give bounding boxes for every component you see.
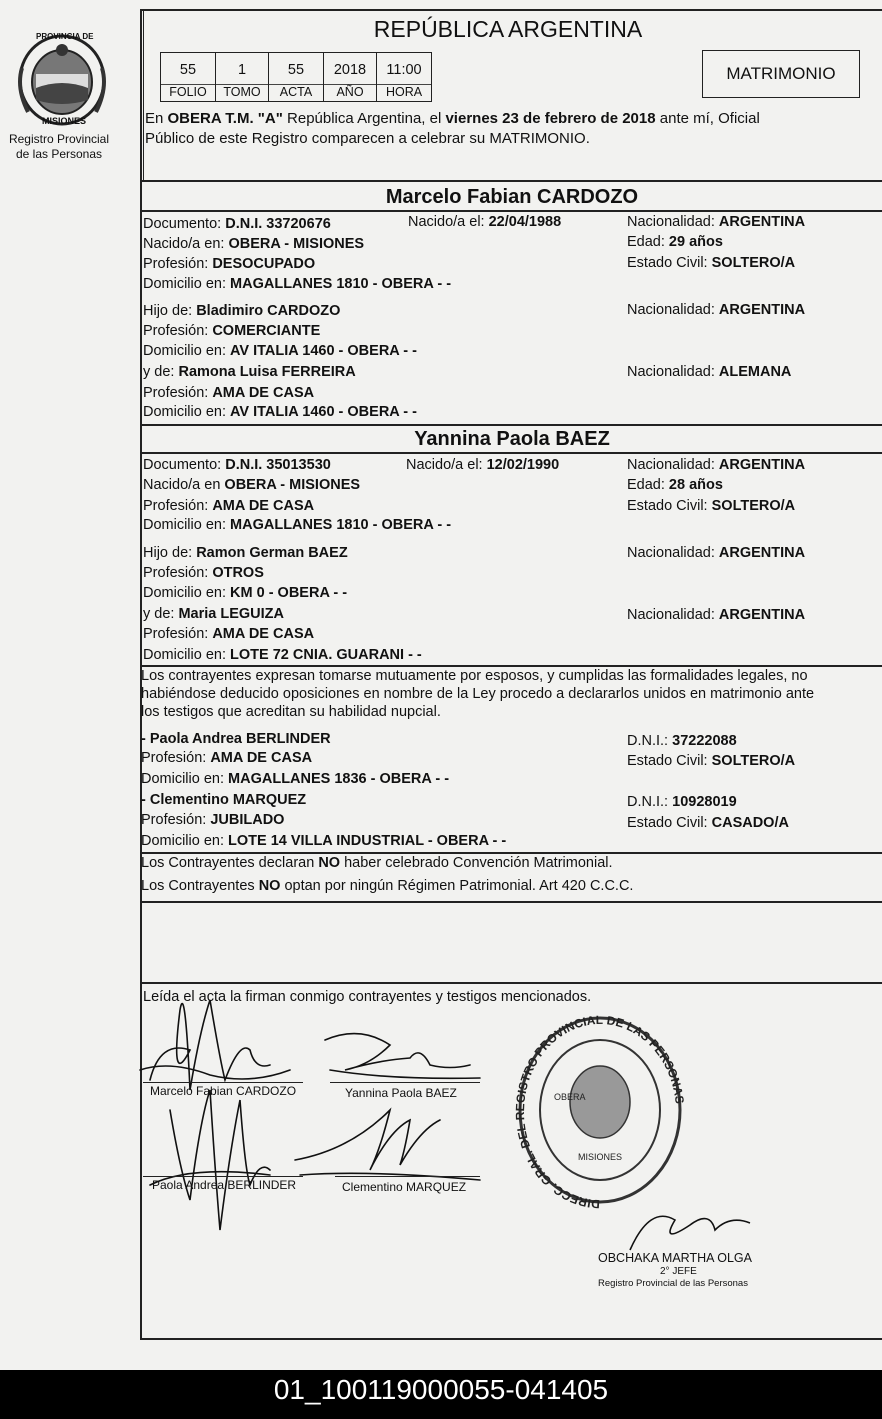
- frame-top: [140, 9, 882, 11]
- witness1-dni: D.N.I.: 37222088: [627, 733, 737, 749]
- official-org: Registro Provincial de las Personas: [598, 1278, 748, 1289]
- signature-label-spouse2: Yannina Paola BAEZ: [345, 1086, 457, 1100]
- sig-line-1: [143, 1082, 303, 1083]
- declaration-line-2: habiéndose deducido oposiciones en nombre de la Ley procedo a declararlos unidos en matrimonio ante: [141, 686, 815, 702]
- spouse1-father-address: Domicilio en: AV ITALIA 1460 - OBERA - -: [143, 343, 417, 359]
- misiones-seal-icon: [14, 28, 110, 128]
- spouse2-document: Documento: D.N.I. 35013530: [143, 457, 331, 473]
- hora-value: 11:00: [386, 62, 422, 78]
- intro-line-1: En OBERA T.M. "A" República Argentina, el viernes 23 de febrero de 2018 ante mí, Oficial: [145, 110, 760, 127]
- spouse2-age: Edad: 28 años: [627, 477, 723, 493]
- divider-blank: [140, 901, 882, 903]
- spouse1-mother-profession: Profesión: AMA DE CASA: [143, 385, 315, 401]
- acta-label: ACTA: [279, 85, 313, 99]
- divider-spouse1-name: [140, 210, 882, 212]
- seal-text-top: PROVINCIA DE: [36, 32, 94, 41]
- signature-stroke-3: [325, 1034, 470, 1070]
- intro-line-2: Público de este Registro comparecen a celebrar su MATRIMONIO.: [145, 130, 590, 147]
- official-title: 2° JEFE: [660, 1266, 697, 1277]
- witness1-address: Domicilio en: MAGALLANES 1836 - OBERA - -: [141, 771, 450, 787]
- spouse2-nationality: Nacionalidad: ARGENTINA: [627, 457, 806, 473]
- stamp-ring-text: DIRECC. GRAL. DEL REGISTRO PROVINCIAL DE LAS PERSONAS: [512, 1012, 687, 1210]
- doc-type-label: MATRIMONIO: [726, 64, 836, 83]
- spouse2-mother: y de: Maria LEGUIZA: [143, 606, 285, 622]
- spouse1-birthplace: Nacido/a en: OBERA - MISIONES: [143, 236, 365, 252]
- divider-spouse2: [140, 424, 882, 426]
- registry-logo: [14, 28, 110, 128]
- witness2-dni: D.N.I.: 10928019: [627, 794, 737, 810]
- spouse2-profession: Profesión: AMA DE CASA: [143, 498, 315, 514]
- signature-label-spouse1: Marcelo Fabian CARDOZO: [150, 1084, 297, 1098]
- spouse1-mother-address: Domicilio en: AV ITALIA 1460 - OBERA - -: [143, 404, 417, 420]
- stamp-inner-top: OBERA: [554, 1092, 586, 1102]
- spouse1-age: Edad: 29 años: [627, 234, 723, 250]
- spouse2-civil-status: Estado Civil: SOLTERO/A: [627, 498, 796, 514]
- document-title: REPÚBLICA ARGENTINA: [373, 16, 643, 42]
- spouse1-nationality: Nacionalidad: ARGENTINA: [627, 214, 806, 230]
- spouse2-father-nationality: Nacionalidad: ARGENTINA: [627, 545, 806, 561]
- spouse2-address: Domicilio en: MAGALLANES 1810 - OBERA - -: [143, 517, 452, 533]
- anio-label: AÑO: [336, 85, 364, 99]
- sig-line-4: [335, 1176, 480, 1177]
- witness2-civil-status: Estado Civil: CASADO/A: [627, 815, 789, 831]
- signature-stroke-1: [150, 1000, 270, 1090]
- divider-convention: [140, 852, 882, 854]
- witness1-name: - Paola Andrea BERLINDER: [141, 731, 331, 747]
- sig-line-2: [330, 1082, 480, 1083]
- registry-stamp-icon: [510, 1010, 690, 1210]
- spouse1-father-profession: Profesión: COMERCIANTE: [143, 323, 321, 339]
- signature-label-witness1: Paola Andrea BERLINDER: [152, 1178, 297, 1192]
- spouse1-father-nationality: Nacionalidad: ARGENTINA: [627, 302, 806, 318]
- hora-label: HORA: [385, 85, 423, 99]
- ceremony-place: OBERA T.M. "A": [167, 110, 283, 127]
- signature-stroke-4: [330, 1070, 480, 1078]
- tomo-value: 1: [237, 62, 247, 78]
- closing-text: Leída el acta la firman conmigo contrayentes y testigos mencionados.: [143, 989, 592, 1005]
- folio-label: FOLIO: [169, 85, 207, 99]
- spouse1-mother: y de: Ramona Luisa FERREIRA: [143, 364, 356, 380]
- convention-line-2: Los Contrayentes NO optan por ningún Régimen Patrimonial. Art 420 C.C.C.: [141, 878, 634, 894]
- signature-stroke-2: [140, 1066, 290, 1079]
- witness2-address: Domicilio en: LOTE 14 VILLA INDUSTRIAL - OBERA - -: [141, 833, 507, 849]
- spouse2-father: Hijo de: Ramon German BAEZ: [143, 545, 348, 561]
- declaration-line-1: Los contrayentes expresan tomarse mutuamente por esposos, y cumplidas las formalidades legales, no: [141, 668, 808, 684]
- anio-value: 2018: [333, 62, 367, 78]
- spouse1-civil-status: Estado Civil: SOLTERO/A: [627, 255, 796, 271]
- spouse2-mother-profession: Profesión: AMA DE CASA: [143, 626, 315, 642]
- spouse1-name: Marcelo Fabian CARDOZO: [385, 186, 639, 208]
- spouse1-document: Documento: D.N.I. 33720676: [143, 216, 331, 232]
- official-name: OBCHAKA MARTHA OLGA: [598, 1251, 752, 1265]
- signature-marks: [130, 970, 510, 1250]
- spouse1-profession: Profesión: DESOCUPADO: [143, 256, 316, 272]
- divider-header: [140, 180, 882, 182]
- sig-line-3: [143, 1176, 303, 1177]
- spouse2-mother-address: Domicilio en: LOTE 72 CNIA. GUARANI - -: [143, 647, 422, 663]
- seal-text-bottom: MISIONES: [42, 116, 87, 126]
- witness1-profession: Profesión: AMA DE CASA: [141, 750, 313, 766]
- spouse2-father-address: Domicilio en: KM 0 - OBERA - -: [143, 585, 348, 601]
- witness1-civil-status: Estado Civil: SOLTERO/A: [627, 753, 796, 769]
- divider-declaration: [140, 665, 882, 667]
- folio-value: 55: [179, 62, 197, 78]
- spouse2-birthdate: Nacido/a el: 12/02/1990: [406, 457, 560, 473]
- ceremony-date: viernes 23 de febrero de 2018: [445, 110, 656, 127]
- document-id-bar: 01_100119000055-041405: [0, 1370, 882, 1419]
- spouse1-birthdate: Nacido/a el: 22/04/1988: [408, 214, 562, 230]
- spouse2-birthplace: Nacido/a en OBERA - MISIONES: [143, 477, 361, 493]
- registry-caption-2: de las Personas: [15, 147, 103, 161]
- tomo-label: TOMO: [223, 85, 261, 99]
- frame-bottom: [140, 1338, 882, 1340]
- declaration-line-3: los testigos que acreditan su habilidad nupcial.: [141, 704, 441, 720]
- acta-value: 55: [287, 62, 305, 78]
- stamp-inner-bottom: MISIONES: [578, 1152, 623, 1162]
- spouse1-address: Domicilio en: MAGALLANES 1810 - OBERA - -: [143, 276, 452, 292]
- signature-stroke-5: [170, 1090, 270, 1230]
- witness2-profession: Profesión: JUBILADO: [141, 812, 285, 828]
- spouse1-mother-nationality: Nacionalidad: ALEMANA: [627, 364, 792, 380]
- divider-spouse2-name: [140, 452, 882, 454]
- convention-line-1: Los Contrayentes declaran NO haber celebrado Convención Matrimonial.: [141, 855, 613, 871]
- signature-label-witness2: Clementino MARQUEZ: [342, 1180, 467, 1194]
- witness2-name: - Clementino MARQUEZ: [141, 792, 307, 808]
- spouse2-mother-nationality: Nacionalidad: ARGENTINA: [627, 607, 806, 623]
- spouse2-father-profession: Profesión: OTROS: [143, 565, 264, 581]
- spouse1-father: Hijo de: Bladimiro CARDOZO: [143, 303, 341, 319]
- spouse2-name: Yannina Paola BAEZ: [414, 428, 610, 450]
- registry-caption-1: Registro Provincial: [8, 132, 110, 146]
- signature-stroke-7: [295, 1110, 440, 1170]
